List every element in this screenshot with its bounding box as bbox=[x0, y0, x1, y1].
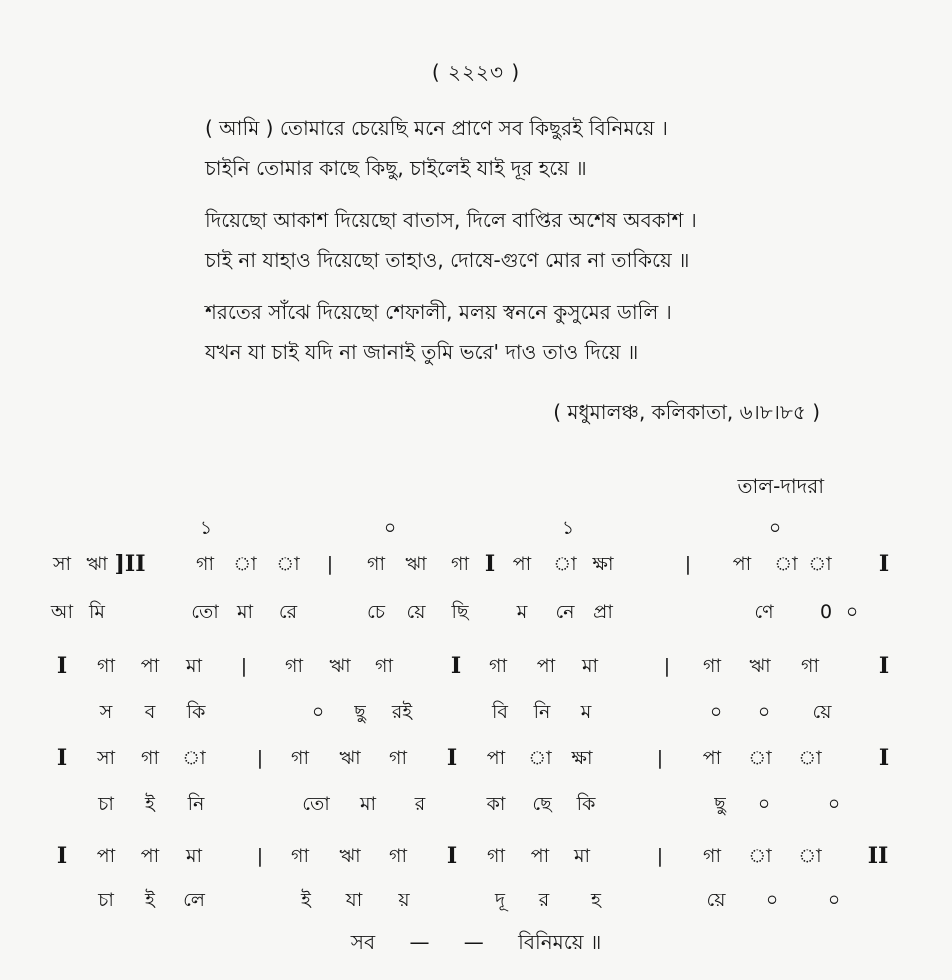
bar-line: | bbox=[656, 747, 664, 769]
bar-line: I bbox=[446, 745, 458, 771]
swara-note: ঋা bbox=[339, 747, 361, 769]
swara-note: গা bbox=[367, 553, 385, 575]
lyric-syllable: মি bbox=[89, 601, 105, 623]
bar-line: | bbox=[240, 655, 248, 677]
lyric-syllable: কি bbox=[186, 701, 206, 723]
lyric-syllable: লে bbox=[183, 889, 205, 911]
bar-line: I bbox=[878, 551, 890, 577]
swara-note: পা bbox=[530, 845, 550, 867]
swara-note: পা bbox=[140, 655, 160, 677]
lyric-syllable: র bbox=[538, 889, 550, 911]
swara-row bbox=[0, 840, 952, 872]
beat-marker: ১ bbox=[561, 517, 575, 539]
lyric-line: ( আমি ) তোমারে চেয়েছি মনে প্রাণে সব কিছুরই বিনিময়ে । bbox=[205, 116, 668, 140]
lyric-line: চাই না যাহাও দিয়েছো তাহাও, দোষে-গুণে মোর না তাকিয়ে ॥ bbox=[205, 248, 690, 272]
bar-line: I bbox=[56, 745, 68, 771]
bar-line: | bbox=[326, 553, 334, 575]
swara-note: া bbox=[553, 553, 577, 575]
lyric-syllable: ম bbox=[516, 601, 528, 623]
lyric-syllable: ব bbox=[144, 701, 156, 723]
swara-note: ক্ষা bbox=[571, 747, 593, 769]
swara-note: মা bbox=[185, 655, 203, 677]
beat-marker: ১ bbox=[199, 517, 213, 539]
beat-marker: ০ bbox=[383, 517, 397, 539]
lyric-syllable: রই bbox=[391, 701, 413, 723]
lyric-syllable: ০ bbox=[765, 889, 779, 911]
swara-note: পা bbox=[702, 747, 722, 769]
swara-note: ঋা bbox=[405, 553, 427, 575]
lyric-syllable: ছি bbox=[451, 601, 469, 623]
lyric-syllable: য়ে bbox=[812, 701, 832, 723]
swara-note: গা bbox=[196, 553, 214, 575]
beat-marker-row bbox=[0, 512, 952, 544]
swara-note: মা bbox=[581, 655, 599, 677]
lyric-syllable: কা bbox=[486, 793, 506, 815]
lyric-syllable: ০ bbox=[311, 701, 325, 723]
refrain-dash: — bbox=[463, 930, 484, 954]
refrain-word: সব bbox=[350, 930, 376, 954]
lyric-syllable: নি bbox=[187, 793, 205, 815]
lyric-line: শরতের সাঁঝে দিয়েছো শেফালী, মলয় স্বননে কুসুমের ডালি । bbox=[205, 300, 672, 324]
lyric-syllable: ০ bbox=[827, 793, 841, 815]
lyric-syllable: ০ bbox=[757, 793, 771, 815]
bar-line: ]II bbox=[114, 551, 146, 577]
lyric-syllable: ছু bbox=[714, 793, 726, 815]
swara-note: ঋা bbox=[749, 655, 771, 677]
refrain-line bbox=[0, 928, 952, 961]
lyric-syllable: ০ bbox=[845, 601, 859, 623]
swara-note: গা bbox=[389, 747, 407, 769]
lyric-syllable: কি bbox=[576, 793, 596, 815]
swara-note: গা bbox=[451, 553, 469, 575]
lyric-syllable-row bbox=[0, 788, 952, 820]
refrain-dash: — bbox=[409, 930, 430, 954]
lyric-syllable: মা bbox=[359, 793, 377, 815]
bar-line: I bbox=[56, 843, 68, 869]
song-number: ( ২২২৩ ) bbox=[431, 60, 521, 84]
swara-note: া bbox=[808, 553, 832, 575]
lyric-syllable: যা bbox=[345, 889, 363, 911]
swara-note: সা bbox=[96, 747, 116, 769]
swara-note: া bbox=[748, 845, 772, 867]
lyric-syllable: ম bbox=[580, 701, 592, 723]
swara-note: া bbox=[798, 845, 822, 867]
swara-note: া bbox=[528, 747, 552, 769]
bar-line: I bbox=[484, 551, 496, 577]
tala-label: তাল-দাদরা bbox=[737, 474, 824, 498]
swara-note: পা bbox=[536, 655, 556, 677]
lyric-syllable: নে bbox=[555, 601, 575, 623]
swara-note: গা bbox=[291, 747, 309, 769]
swara-note: গা bbox=[389, 845, 407, 867]
lyric-line: দিয়েছো আকাশ দিয়েছো বাতাস, দিলে বাপ্তির অশেষ অবকাশ । bbox=[205, 208, 697, 232]
lyric-syllable: চা bbox=[98, 793, 114, 815]
composition-source: ( মধুমালঞ্চ, কলিকাতা, ৬।৮।৮৫ ) bbox=[553, 400, 820, 424]
lyric-syllable: চা bbox=[98, 889, 114, 911]
swara-note: ঋা bbox=[86, 553, 108, 575]
lyric-syllable: 0 bbox=[819, 601, 833, 623]
lyric-syllable-row bbox=[0, 596, 952, 628]
swara-note: পা bbox=[512, 553, 532, 575]
refrain-word: বিনিময়ে ॥ bbox=[518, 930, 602, 954]
swara-note: া bbox=[798, 747, 822, 769]
lyric-syllable-row bbox=[0, 884, 952, 916]
lyric-syllable: র bbox=[414, 793, 426, 815]
lyric-line: যখন যা চাই যদি না জানাই তুমি ভরে' দাও তাও দিয়ে ॥ bbox=[205, 340, 639, 364]
bar-line: | bbox=[684, 553, 692, 575]
swara-note: া bbox=[233, 553, 257, 575]
bar-line: | bbox=[256, 845, 264, 867]
bar-line: I bbox=[878, 745, 890, 771]
swara-row bbox=[0, 742, 952, 774]
swara-note: পা bbox=[96, 845, 116, 867]
lyric-syllable: ছে bbox=[532, 793, 552, 815]
lyric-syllable: ০ bbox=[827, 889, 841, 911]
lyric-syllable: য়ে bbox=[406, 601, 426, 623]
swara-note: গা bbox=[97, 655, 115, 677]
swara-note: ঋা bbox=[339, 845, 361, 867]
lyric-syllable: হ bbox=[591, 889, 601, 911]
lyric-syllable: ছু bbox=[354, 701, 366, 723]
swara-row bbox=[0, 548, 952, 580]
lyric-syllable: চে bbox=[367, 601, 385, 623]
bar-line: I bbox=[56, 653, 68, 679]
beat-marker: ০ bbox=[768, 517, 782, 539]
swara-note: া bbox=[774, 553, 798, 575]
bar-line: I bbox=[450, 653, 462, 679]
bar-line: I bbox=[878, 653, 890, 679]
lyric-syllable: তো bbox=[302, 793, 330, 815]
lyric-syllable-row bbox=[0, 696, 952, 728]
lyric-syllable: ০ bbox=[709, 701, 723, 723]
lyric-syllable: ই bbox=[145, 793, 155, 815]
lyric-syllable: ই bbox=[145, 889, 155, 911]
swara-note: া bbox=[182, 747, 206, 769]
lyric-syllable: স bbox=[99, 701, 113, 723]
swara-note: গা bbox=[801, 655, 819, 677]
lyric-syllable: আ bbox=[50, 601, 74, 623]
swara-note: গা bbox=[703, 845, 721, 867]
lyric-syllable: তো bbox=[191, 601, 219, 623]
lyric-syllable: বি bbox=[491, 701, 509, 723]
lyric-syllable: য়ে bbox=[706, 889, 726, 911]
lyric-line: চাইনি তোমার কাছে কিছু, চাইলেই যাই দূর হয়ে ॥ bbox=[205, 156, 587, 180]
bar-line: | bbox=[663, 655, 671, 677]
swara-note: গা bbox=[375, 655, 393, 677]
swara-note: পা bbox=[732, 553, 752, 575]
swara-note: পা bbox=[486, 747, 506, 769]
swara-note: ক্ষা bbox=[592, 553, 614, 575]
lyric-syllable: দূ bbox=[495, 889, 505, 911]
swara-note: গা bbox=[703, 655, 721, 677]
swara-row bbox=[0, 650, 952, 682]
lyric-syllable: ই bbox=[301, 889, 311, 911]
lyric-syllable: প্রা bbox=[593, 601, 613, 623]
swara-note: গা bbox=[487, 845, 505, 867]
swara-note: গা bbox=[291, 845, 309, 867]
swara-note: পা bbox=[140, 845, 160, 867]
swara-note: মা bbox=[573, 845, 591, 867]
swara-note: মা bbox=[185, 845, 203, 867]
lyric-syllable: রে bbox=[278, 601, 298, 623]
lyric-syllable: মা bbox=[236, 601, 254, 623]
lyric-syllable: নি bbox=[533, 701, 551, 723]
lyric-syllable: য় bbox=[398, 889, 410, 911]
swara-note: সা bbox=[52, 553, 72, 575]
bar-line: I bbox=[446, 843, 458, 869]
lyric-syllable: ণে bbox=[754, 601, 774, 623]
swara-note: া bbox=[276, 553, 300, 575]
swara-note: গা bbox=[141, 747, 159, 769]
swara-note: গা bbox=[489, 655, 507, 677]
swara-note: গা bbox=[285, 655, 303, 677]
bar-line: | bbox=[256, 747, 264, 769]
bar-line: II bbox=[867, 843, 889, 869]
swara-note: ঋা bbox=[329, 655, 351, 677]
lyric-syllable: ০ bbox=[757, 701, 771, 723]
swara-note: া bbox=[748, 747, 772, 769]
bar-line: | bbox=[656, 845, 664, 867]
